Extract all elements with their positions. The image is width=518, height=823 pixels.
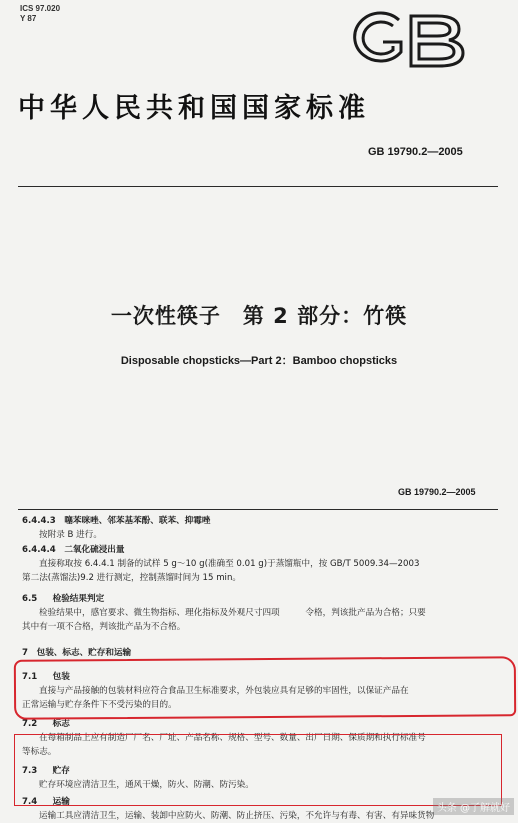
title-cn: 一次性筷子 第 2 部分：竹筷 <box>110 304 408 328</box>
section-6-4-4-4 <box>22 543 419 585</box>
section-number: 6.5 <box>22 594 38 604</box>
classification-codes <box>20 4 60 24</box>
watermark: 头条 @了解就好 <box>433 798 514 815</box>
section-heading: 噻苯咪唑、邻苯基苯酚、联苯、抑霉唑 <box>64 516 211 526</box>
highlight-box-marking-storage <box>14 734 502 806</box>
section-6-4-4-3 <box>22 514 210 542</box>
section-6-5 <box>22 592 426 634</box>
section-number: 6.4.4.3 <box>22 516 56 526</box>
section-heading: 标志 <box>52 719 70 729</box>
section-number: 6.4.4.4 <box>22 545 56 555</box>
header-rule <box>18 186 498 187</box>
standard-name: 中华人民共和国国家标准 <box>18 93 370 124</box>
section-heading: 二氧化硫浸出量 <box>64 545 125 555</box>
gb-logo <box>351 10 467 70</box>
class-code: Y 87 <box>20 14 37 23</box>
section-text: 直接与产品接触的包装材料应符合食品卫生标准要求，外包装应具有足够的牢固性，以保证产品在 <box>39 686 409 696</box>
section-7 <box>22 646 131 660</box>
section-heading: 包装、标志、贮存和运输 <box>36 648 132 658</box>
page-rule <box>18 509 498 510</box>
section-text: 第二法(蒸馏法)9.2 进行测定，控制蒸馏时间为 15 min。 <box>22 573 241 583</box>
highlight-box-packaging <box>14 656 516 720</box>
section-number: 7.3 <box>22 766 38 776</box>
section-text: 等标志。 <box>22 747 57 757</box>
section-heading: 检验结果判定 <box>52 594 105 604</box>
section-text: 直接称取按 6.4.4.1 制备的试样 5 g～10 g(准确至 0.01 g)于蒸馏瓶中，按 GB/T 5009.34—2003 <box>39 559 420 569</box>
section-heading: 贮存 <box>52 766 70 776</box>
section-number: 7.2 <box>22 719 38 729</box>
standard-number: GB 19790.2—2005 <box>368 146 463 158</box>
section-text: 按附录 B 进行。 <box>39 530 102 540</box>
section-heading: 包装 <box>52 672 70 682</box>
section-text: 运输工具应清洁卫生，运输、装卸中应防火、防潮、防止挤压、污染，不允许与有毒、有害、有异味货物 <box>39 811 435 821</box>
section-number: 7.4 <box>22 797 38 807</box>
section-text: 正常运输与贮存条件下不受污染的目的。 <box>22 700 177 710</box>
section-text: 在每箱制品上应有制造厂厂名、厂址、产品名称、规格、型号、数量、出厂日期、保质期和执行标准号 <box>39 733 426 743</box>
title-en: Disposable chopsticks—Part 2：Bamboo chopsticks <box>120 355 398 367</box>
page-standard-number: GB 19790.2—2005 <box>398 487 476 497</box>
section-text: 其中有一项不合格，判该批产品为不合格。 <box>22 622 186 632</box>
section-number: 7.1 <box>22 672 38 682</box>
ics-code: ICS 97.020 <box>20 4 61 13</box>
section-text: 贮存环境应清洁卫生，通风干燥，防火、防潮、防污染。 <box>39 780 254 790</box>
section-text: 检验结果中，感官要求、微生物指标、理化指标及外观尺寸四项 令格，判该批产品为合格；只要 <box>39 608 426 618</box>
section-heading: 运输 <box>52 797 70 807</box>
section-number: 7 <box>22 648 28 658</box>
